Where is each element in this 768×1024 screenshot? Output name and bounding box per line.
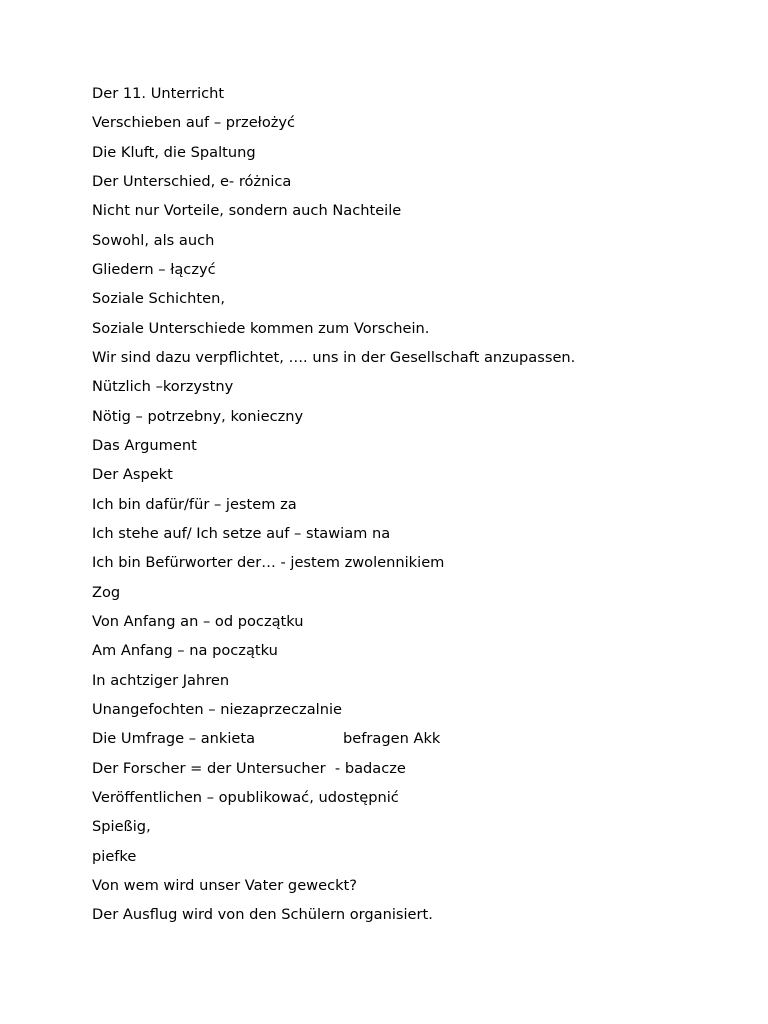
document-line: Gliedern – łączyć	[92, 260, 216, 278]
document-line: Ich stehe auf/ Ich setze auf – stawiam na	[92, 524, 391, 542]
document-line: Der Forscher = der Untersucher - badacze	[92, 759, 406, 777]
document-line: Unangefochten – niezaprzeczalnie	[92, 700, 342, 718]
document-line: Der Ausflug wird von den Schülern organisiert.	[92, 906, 433, 924]
document-line: Der Aspekt	[92, 466, 173, 484]
document-line: Der 11. Unterricht	[92, 85, 225, 102]
document-line: Die Kluft, die Spaltung	[92, 143, 256, 161]
document-line: Der Unterschied, e- różnica	[92, 172, 292, 190]
document-line: Ich bin dafür/für – jestem za	[92, 495, 297, 513]
document-line: Nicht nur Vorteile, sondern auch Nachteile	[92, 202, 402, 220]
document-line: Sowohl, als auch	[92, 231, 215, 249]
document-line: Ich bin Befürworter der… - jestem zwolennikiem	[92, 554, 445, 572]
document-line: Verschieben auf – przełożyć	[92, 114, 296, 132]
document-line: Am Anfang – na początku	[92, 642, 278, 660]
document-line: Von Anfang an – od początku	[92, 612, 304, 630]
line-secondary-text: befragen Akk	[343, 730, 441, 748]
document-line: In achtziger Jahren	[92, 671, 230, 689]
document-line-with-tab	[92, 729, 732, 758]
document-line: Das Argument	[92, 436, 197, 454]
vocabulary-list	[92, 84, 732, 935]
document-line: Nötig – potrzebny, konieczny	[92, 407, 304, 425]
document-line: piefke	[92, 847, 137, 865]
line-primary-text: Die Umfrage – ankieta	[92, 730, 256, 748]
document-line: Soziale Unterschiede kommen zum Vorschein.	[92, 319, 430, 337]
document-line: Von wem wird unser Vater geweckt?	[92, 876, 358, 894]
document-line: Veröffentlichen – opublikować, udostępnić	[92, 788, 399, 806]
document-line: Spießig,	[92, 818, 151, 836]
document-line: Nützlich –korzystny	[92, 378, 234, 396]
document-line: Soziale Schichten,	[92, 290, 225, 308]
document-line: Wir sind dazu verpflichtet, …. uns in der Gesellschaft anzupassen.	[92, 348, 576, 366]
document-line: Zog	[92, 583, 121, 601]
